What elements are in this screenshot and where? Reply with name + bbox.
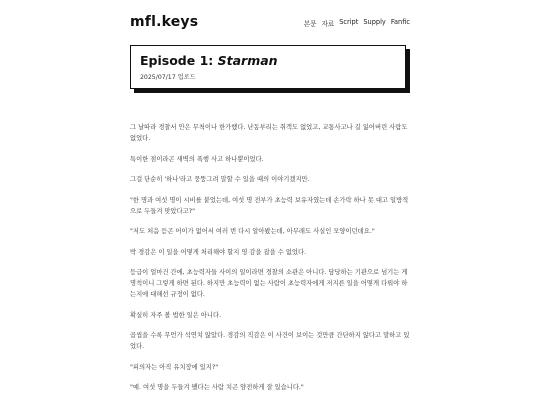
story-paragraph: 그걸 단순히 '하나'라고 뭉뚱그려 말할 수 있을 때의 이야기겠지만. [130, 176, 310, 183]
story-paragraph: "한 명과 여섯 명이 시비를 붙었는데, 여섯 명 전부가 초능력 보유자였는데 손가락 하나 못 대고 일방적으로 두들겨 맞았다고?" [130, 196, 409, 215]
nav-link-supply[interactable]: Supply [363, 18, 386, 26]
episode-header-card [130, 45, 406, 89]
story-paragraph: 특이한 점이라곤 새벽의 폭행 사고 하나뿐이었다. [130, 155, 264, 163]
story-paragraph: "피의자는 아직 유치장에 있지?" [130, 363, 219, 371]
main-nav [304, 18, 410, 28]
story-paragraph: 곱씹을 수록 무언가 석연치 않았다. 경감의 직감은 이 사건이 보이는 것만큼 간단하지 않다고 말하고 있었다. [130, 332, 410, 350]
story-paragraph: "저도 처음 듣곤 어이가 없어서 여러 번 다시 알아봤는데, 아무래도 사실인 모양이던데요." [130, 228, 375, 235]
site-logo[interactable]: mfl.keys [130, 14, 199, 30]
story-paragraph: "예. 여섯 명을 두들겨 팼다는 사람 치곤 얌전하게 잘 있습니다." [130, 384, 304, 391]
nav-link-main[interactable]: 본문 [303, 20, 317, 28]
episode-title [140, 53, 396, 69]
nav-link-materials[interactable]: 자료 [321, 20, 335, 28]
episode-title-prefix: Episode 1: [140, 53, 218, 68]
episode-upload-date: 2025/07/17 업로드 [140, 74, 196, 81]
episode-title-name: Starman [217, 53, 278, 68]
story-paragraph: 박 경감은 이 일을 어떻게 처리해야 할지 영 감을 잡을 수 없었다. [130, 248, 307, 256]
story-paragraph: 그 날따라 경찰서 안은 무척이나 한가했다. 난동부리는 취객도 없었고, 교통사고나 길 잃어버린 사람도 없었다. [130, 124, 408, 142]
site-header [130, 14, 410, 34]
story-paragraph: 확실히 자주 볼 법한 일은 아니다. [130, 311, 222, 319]
nav-link-fanfic[interactable]: Fanfic [390, 18, 410, 26]
story-paragraph: 등급이 얼마건 간에, 초능력자들 사이의 일이라면 경찰의 소관은 아니다. 담당하는 기관으로 넘기는 게 명칙이니 그렇게 하면 된다. 하지만 초능력이 없는 사람이 초능력자에게 저지른 일을 어떻게 다뤄야 하는지에 대해선 규정이 없다. [130, 269, 408, 298]
story-body [130, 122, 410, 403]
nav-link-script[interactable]: Script [339, 18, 359, 26]
